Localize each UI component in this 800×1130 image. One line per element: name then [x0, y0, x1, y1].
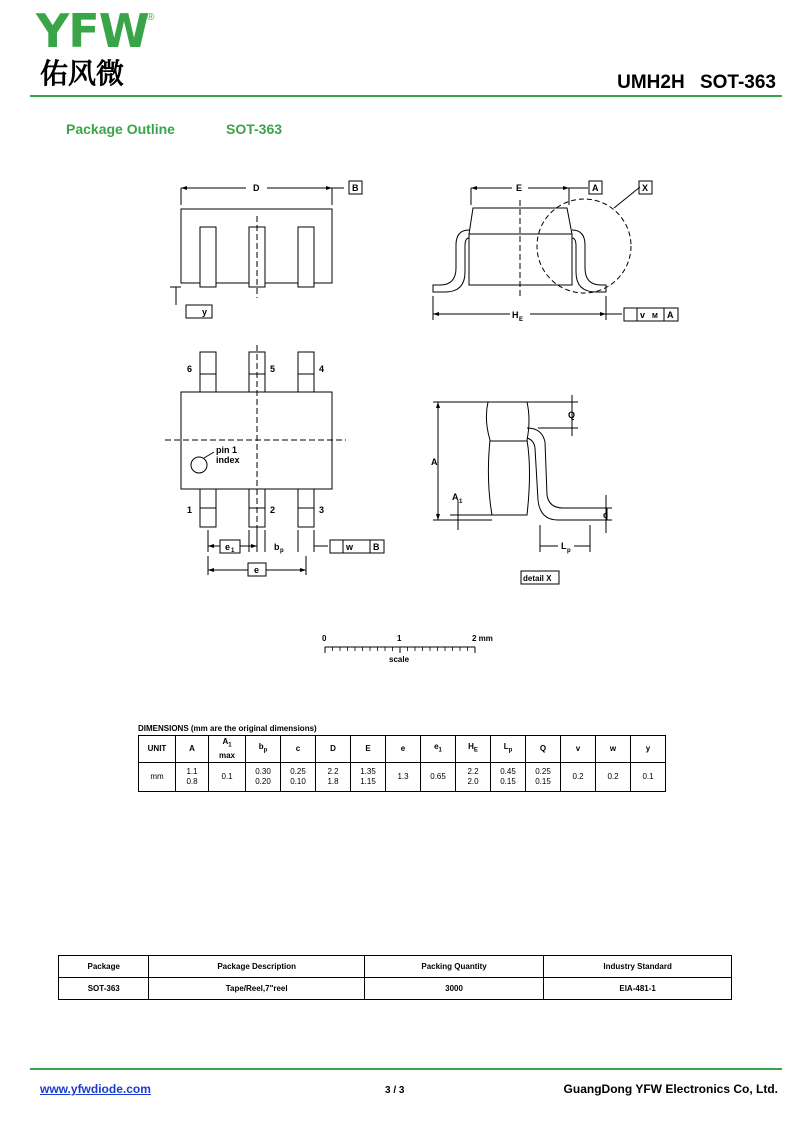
table-header: UNIT: [139, 736, 176, 763]
scale-zero-label: 0: [322, 634, 327, 643]
dim-A1-sub: 1: [459, 499, 463, 505]
table-header: Industry Standard: [544, 956, 732, 978]
dim-Lp-sub: p: [567, 548, 571, 554]
dimensions-value-row: [139, 763, 666, 792]
tol-M-label: M: [652, 313, 658, 320]
pin-1-label: 1: [187, 505, 193, 515]
dim-e1-label: e: [225, 542, 231, 552]
page-number: 3 / 3: [385, 1085, 405, 1096]
table-header: A: [176, 736, 209, 763]
table-header: E: [351, 736, 386, 763]
table-cell: 0.30 0.20: [246, 763, 281, 792]
table-header: $H_E$: [456, 736, 491, 763]
registered-mark: ®: [147, 12, 155, 23]
table-header: v: [561, 736, 596, 763]
datum-B-label: B: [352, 183, 359, 193]
table-cell: 2.2 2.0: [456, 763, 491, 792]
table-header: w: [596, 736, 631, 763]
table-cell: 0.45 0.15: [491, 763, 526, 792]
website-link[interactable]: www.yfwdiode.com: [40, 1082, 151, 1096]
detail-X-marker: X: [642, 183, 649, 193]
dim-E-label: E: [516, 183, 523, 193]
table-cell: 1.35 1.15: [351, 763, 386, 792]
dim-A1-label: A: [452, 492, 459, 502]
dim-HE-sub: E: [519, 317, 524, 323]
table-header: $A_1$ max: [209, 736, 246, 763]
table-header: Package Description: [149, 956, 364, 978]
scale-caption: scale: [389, 655, 410, 664]
dim-Lp-label: L: [561, 541, 567, 551]
tol-A-label: A: [667, 310, 674, 320]
table-header: e: [386, 736, 421, 763]
tol-w-label: w: [346, 542, 354, 552]
tol-v-label: v: [640, 310, 646, 320]
table-cell: 2.2 1.8: [316, 763, 351, 792]
pin-6-label: 6: [187, 364, 193, 374]
packing-header-row: [59, 956, 732, 978]
dim-c-label: c: [603, 510, 609, 520]
dim-e-label: e: [254, 565, 260, 575]
table-cell: 0.2: [561, 763, 596, 792]
detail-X-label: detail X: [523, 574, 552, 583]
company-logo-chinese: 佑风微: [40, 57, 125, 90]
company-logo: YFW: [36, 4, 149, 58]
table-header: Q: [526, 736, 561, 763]
datum-A-label: A: [592, 183, 599, 193]
section-package: SOT-363: [226, 121, 283, 137]
table-cell: 0.65: [421, 763, 456, 792]
table-header: $e_1$: [421, 736, 456, 763]
part-title: UMH2H SOT-363: [617, 72, 776, 93]
company-name: GuangDong YFW Electronics Co, Ltd.: [563, 1082, 778, 1096]
table-cell: EIA-481-1: [544, 978, 732, 1000]
table-cell: SOT-363: [59, 978, 149, 1000]
dimensions-table: [138, 735, 666, 792]
table-cell: 0.1: [631, 763, 666, 792]
table-header: Packing Quantity: [364, 956, 543, 978]
table-header: $L_p$: [491, 736, 526, 763]
table-cell: 0.25 0.10: [281, 763, 316, 792]
dim-Q-label: Q: [568, 410, 576, 420]
table-cell: Tape/Reel,7"reel: [149, 978, 364, 1000]
dim-D-label: D: [253, 183, 260, 193]
pin-2-label: 2: [270, 505, 276, 515]
pin-5-label: 5: [270, 364, 276, 374]
packing-table: [58, 955, 732, 1000]
table-cell: 0.2: [596, 763, 631, 792]
dim-e1-sub: 1: [231, 548, 235, 554]
dim-HE-label: H: [512, 310, 519, 320]
packing-data-row: [59, 978, 732, 1000]
table-header: c: [281, 736, 316, 763]
table-cell: 0.1: [209, 763, 246, 792]
dimensions-header-row: [139, 736, 666, 763]
scale-two-label: 2 mm: [472, 634, 493, 643]
dimensions-caption: DIMENSIONS (mm are the original dimensions): [138, 724, 317, 733]
tol-y-label: y: [202, 307, 208, 317]
tol-B-label: B: [373, 542, 380, 552]
dim-bp-sub: p: [280, 548, 284, 554]
table-cell: 0.25 0.15: [526, 763, 561, 792]
table-cell: 1.1 0.8: [176, 763, 209, 792]
dim-bp-label: b: [274, 542, 280, 552]
footer-divider: [30, 1068, 782, 1070]
table-header: y: [631, 736, 666, 763]
table-cell: mm: [139, 763, 176, 792]
table-header: D: [316, 736, 351, 763]
table-cell: 1.3: [386, 763, 421, 792]
pin1-index-line1: pin 1: [216, 445, 238, 455]
table-cell: 3000: [364, 978, 543, 1000]
section-title: Package Outline: [66, 121, 175, 137]
scale-one-label: 1: [397, 634, 402, 643]
dim-A-label: A: [431, 457, 438, 467]
pin1-index-line2: index: [216, 455, 240, 465]
pin-3-label: 3: [319, 505, 325, 515]
table-header: $b_p$: [246, 736, 281, 763]
table-header: Package: [59, 956, 149, 978]
pin-4-label: 4: [319, 364, 325, 374]
